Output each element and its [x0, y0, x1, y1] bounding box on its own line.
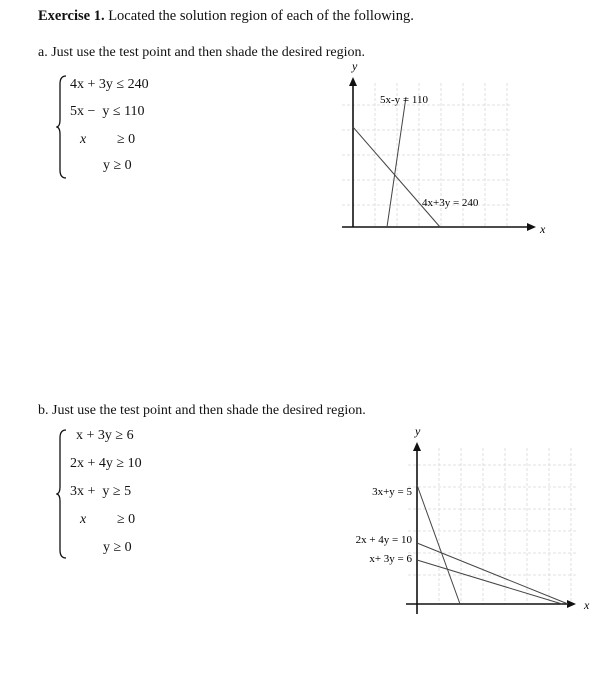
part-a-x-label: x: [540, 222, 546, 236]
exercise-title: [38, 8, 414, 25]
part-b-x-arrow: [567, 600, 576, 608]
part-b-ineq-2: 2x + 4y ≥ 10: [70, 456, 142, 471]
part-b-graph: [340, 420, 600, 620]
part-a-line2-label: 4x+3y = 240: [422, 197, 479, 209]
part-a-graph: [330, 55, 560, 245]
part-b-grid: [408, 448, 576, 604]
exercise-label: Exercise 1.: [38, 8, 105, 24]
part-b-line1-label: 3x+y = 5: [372, 486, 412, 498]
part-b-y-arrow: [413, 442, 421, 451]
part-a-ineq-3-rel: ≥ 0: [117, 132, 136, 147]
part-b-x-label: x: [584, 598, 590, 612]
part-b-line3-label: x+ 3y = 6: [369, 553, 412, 565]
part-b-y-label: y: [415, 424, 421, 438]
part-b-line-2x4y: [417, 543, 568, 604]
part-b-brace: [56, 428, 68, 560]
part-a-prompt: a. Just use the test point and then shade the desired region.: [38, 45, 365, 60]
part-b-prompt: b. Just use the test point and then shade the desired region.: [38, 403, 366, 418]
part-a-ineq-3-var: x: [80, 132, 87, 147]
part-a-y-arrow: [349, 77, 357, 86]
exercise-text: Located the solution region of each of the following.: [108, 8, 414, 24]
part-a-ineq-2: 5x − y ≤ 110: [70, 104, 145, 119]
part-a-x-arrow: [527, 223, 536, 231]
part-b-ineq-3: 3x + y ≥ 5: [70, 484, 132, 499]
part-b-ineq-4-rel: ≥ 0: [117, 512, 136, 527]
part-b-line2-label: 2x + 4y = 10: [355, 534, 412, 546]
part-b-line-x3y: [417, 560, 562, 604]
part-b-line-3xy: [417, 485, 460, 604]
part-b-ineq-5: y ≥ 0: [103, 540, 132, 555]
part-a-ineq-1: 4x + 3y ≤ 240: [70, 77, 149, 92]
part-a-line-5xy: [387, 97, 406, 227]
part-a-ineq-4: y ≥ 0: [103, 158, 132, 173]
part-b-ineq-4-var: x: [80, 512, 87, 527]
part-a-y-label: y: [352, 59, 358, 73]
part-a-brace: [56, 74, 68, 180]
part-b-ineq-1: x + 3y ≥ 6: [76, 428, 134, 443]
part-a-line1-label: 5x-y = 110: [380, 94, 428, 106]
part-a-line-4x3y: [353, 127, 440, 227]
